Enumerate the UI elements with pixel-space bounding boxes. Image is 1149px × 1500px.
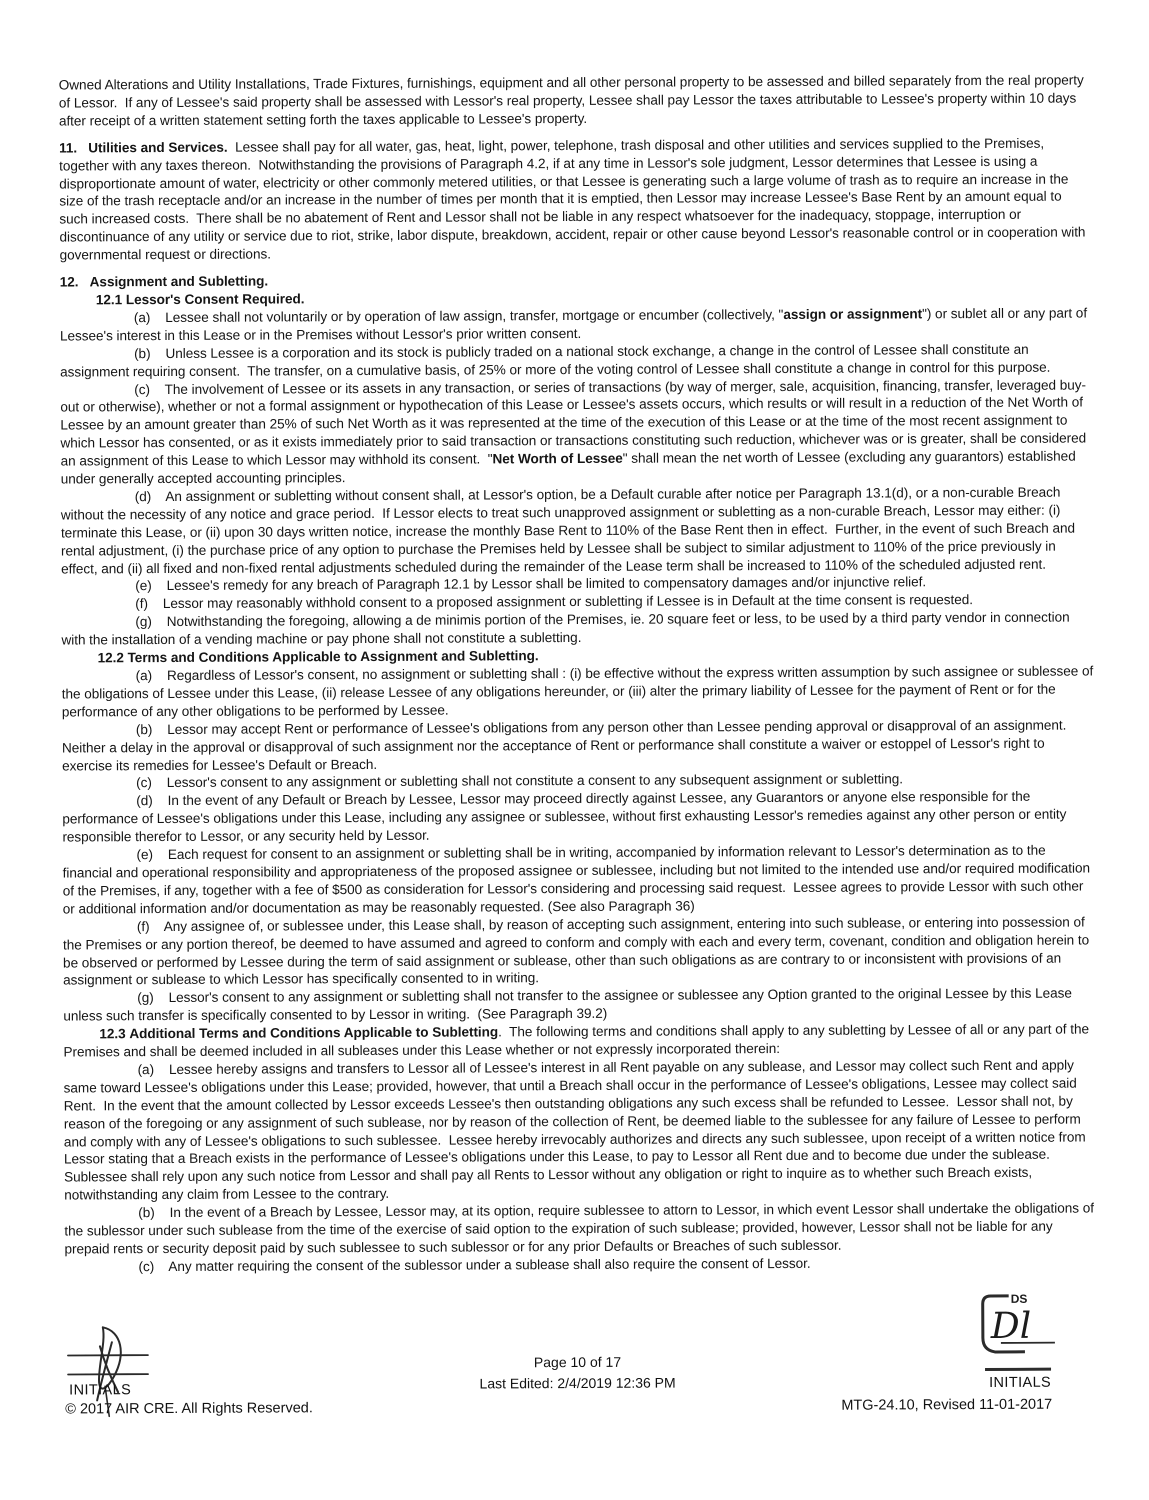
- initials-left-label: INITIALS: [69, 1382, 132, 1399]
- docusign-stamp-icon: [977, 1288, 1057, 1370]
- paragraph-12-2-d: (d) In the event of any Default or Breach by Lessee, Lessor may proceed directly against Lessee, any Guarantors or anyone else responsible for the performance of Lessee's obligations under this Lease, including any assignee or sublessee, without first exhausting Lessor's remedies against any other person or entity responsible therefor to Lessor, or any security held by Lessor.: [62, 789, 1071, 845]
- section-12-3-heading-paragraph: 12.3 Additional Terms and Conditions Applicable to Subletting. The following terms and conditions shall apply to any subletting by Lessee of all or any part of the Premises and shall be deemed included in all subleases under this Lease whether or not expressly incorporated therein:: [63, 1021, 1093, 1060]
- paragraph-personal-property-taxes: Owned Alterations and Utility Installations, Trade Fixtures, furnishings, equipment and all other personal property to be assessed and billed separately from the real property of Lessor. If any of Lessee's said property shall be assessed with Lessor's real property, Lessee shall pay Lessor the taxes attributable to Lessee's property within 10 days after receipt of a written statement setting forth the taxes applicable to Lessee's property.: [58, 72, 1088, 129]
- ds-badge: DS: [1010, 1291, 1028, 1306]
- paragraph-12-2-a: (a) Regardless of Lessor's consent, no assignment or subletting shall : (i) be effective without the express written assumption by such assignee or sublessee of the obligations of Lessee under this Lease, (ii) release Lessee of any obligations hereunder, or (iii) alter the primary liability of Lessee for the payment of Rent or for the performance of any other obligations to be performed by Lessee.: [61, 663, 1097, 720]
- last-edited-timestamp: Last Edited: 2/4/2019 12:36 PM: [479, 1374, 676, 1391]
- initials-right-label: INITIALS: [989, 1374, 1052, 1391]
- paragraph-12-1-b: (b) Unless Lessee is a corporation and its stock is publicly traded on a national stock exchange, a change in the control of Lessee shall constitute an assignment requiring consent. The transfer, on a cumulative basis, of 25% or more of the voting control of Lessee shall constitute a change in control for this purpose.: [60, 341, 1051, 380]
- copyright-notice: © 2017 AIR CRE. All Rights Reserved.: [65, 1400, 313, 1418]
- document-body: [59, 71, 1099, 1276]
- paragraph-12-1-a: (a) Lessee shall not voluntarily or by operation of law assign, transfer, mortgage or encumber (collectively, "assign or assignment") or sublet all or any part of Lessee's interest in this Lease or in the Premises without Lessor's prior written consent.: [59, 305, 1091, 344]
- paragraph-12-3-a: (a) Lessee hereby assigns and transfers to Lessor all of Lessee's interest in all Rent payable on any sublease, and Lessor may collect such Rent and apply same toward Lessee's obligations under this Lease; provided, however, that until a Breach shall occur in the performance of Lessee's obligations, Lessee may collect said Rent. In the event that the amount collected by Lessor exceeds Lessee's then outstanding obligations any such excess shall be refunded to Lessee. Lessor shall not, by reason of the foregoing or any assignment of such sublease, nor by reason of the collection of Rent, be deemed liable to the sublessee for any failure of Lessee to perform and comply with any of Lessee's obligations to such sublessee. Lessee hereby irrevocably authorizes and directs any such sublessee, upon receipt of a written notice from Lessor stating that a Breach exists in the performance of Lessee's obligations under this Lease, to pay to Lessor all Rent due and to become due under the sublease. Sublessee shall rely upon any such notice from Lessor and shall pay all Rents to Lessor without any obligation or right to inquire as to whether such Breach exists, notwithstanding any claim from Lessee to the contrary.: [63, 1057, 1090, 1203]
- paragraph-12-1-c: (c) The involvement of Lessee or its assets in any transaction, or series of transactions (by way of merger, sale, acquisition, financing, transfer, leveraged buy-out or otherwise), whether or not a formal assignment or hypothecation of this Lease or Lessee's assets occurs, which results or will result in a reduction of the Net Worth of Lessee by an amount greater than 25% of such Net Worth as it was represented at the time of the execution of this Lease or at the time of the most recent assignment to which Lessor has consented, or as it exists immediately prior to said transaction or transactions constituting such reduction, whichever was or is greater, shall be considered an assignment of this Lease to which Lessor may withhold its consent. "Net Worth of Lessee" shall mean the net worth of Lessee (excluding any guarantors) established under generally accepted accounting principles.: [60, 376, 1090, 487]
- section-12-2-heading: 12.2 Terms and Conditions Applicable to Assignment and Subletting.: [97, 648, 539, 666]
- docusign-initials-stamp: [977, 1288, 1057, 1370]
- paragraph-12-3-c: (c) Any matter requiring the consent of the sublessor under a sublease shall also require the consent of Lessor.: [138, 1255, 811, 1275]
- paragraph-12-1-g: (g) Notwithstanding the foregoing, allowing a de minimis portion of the Premises, ie. 20 square feet or less, to be used by a third party vendor in connection with the installation of a vending machine or pay phone shall not constitute a subletting.: [61, 609, 1074, 648]
- paragraph-12-3-b: (b) In the event of a Breach by Lessee, Lessor may, at its option, require sublessee to attorn to Lessor, in which event Lessor shall undertake the obligations of the sublessor under such sublease from the time of the exercise of said option to the expiration of such sublease; provided, however, Lessor shall not be liable for any prepaid rents or security deposit paid by such sublessee to such sublessor or for any prior Defaults or Breaches of such sublessor.: [64, 1200, 1098, 1257]
- paragraph-12-2-f: (f) Any assignee of, or sublessee under, this Lease shall, by reason of accepting such assignment, entering into such sublease, or entering into possession of the Premises or any portion thereof, be deemed to have assumed and agreed to conform and comply with each and every term, covenant, condition and obligation herein to be observed or performed by Lessee during the term of said assignment or sublease, other than such obligations as are contrary to or inconsistent with provisions of an assignment or sublease to which Lessor has specifically consented to in writing.: [62, 914, 1093, 988]
- section-11-utilities-and-services: 11. Utilities and Services. Lessee shall pay for all water, gas, heat, light, power, telephone, trash disposal and other utilities and services supplied to the Premises, together with any taxes thereon. Notwithstanding the provisions of Paragraph 4.2, if at any time in Lessor's sole judgment, Lessor determines that Lessee is using a disproportionate amount of water, electricity or other commonly metered utilities, or that Lessee is generating such a large volume of trash as to require an increase in the size of the trash receptacle and/or an increase in the number of times per month that it is emptied, then Lessor may increase Lessee's Base Rent by an amount equal to such increased costs. There shall be no abatement of Rent and Lessor shall not be liable in any respect whatsoever for the inadequacy, stoppage, interruption or discontinuance of any utility or service due to riot, strike, labor dispute, breakdown, accident, repair or other cause beyond Lessor's reasonable control or in cooperation with governmental request or directions.: [59, 135, 1090, 263]
- page-number: Page 10 of 17: [533, 1353, 622, 1371]
- paragraph-12-2-e: (e) Each request for consent to an assignment or subletting shall be in writing, accompanied by information relevant to Lessor's determination as to the financial and operational responsibility and appropriateness of the proposed assignee or sublessee, including but not limited to the intended use and/or required modification of the Premises, if any, together with a fee of $500 as consideration for Lessor's considering and processing said request. Lessee agrees to provide Lessor with such other or additional information and/or documentation as may be reasonably requested. (See also Paragraph 36): [62, 842, 1094, 917]
- paragraph-12-1-f: (f) Lessor may reasonably withhold consent to a proposed assignment or subletting if Lessee is in Default at the time consent is requested.: [135, 592, 973, 612]
- paragraph-12-1-e: (e) Lessee's remedy for any breach of Paragraph 12.1 by Lessor shall be limited to compensatory damages and/or injunctive relief.: [135, 574, 927, 594]
- paragraph-12-2-b: (b) Lessor may accept Rent or performance of Lessee's obligations from any person other than Lessee pending approval or disapproval of an assignment. Neither a delay in the approval or disapproval of such assignment nor the acceptance of Rent or performance shall constitute a waiver or estoppel of Lessor's right to exercise its remedies for Lessee's Default or Breach.: [61, 717, 1074, 774]
- section-12-assignment-and-subletting-heading: 12. Assignment and Subletting.: [59, 273, 269, 290]
- paragraph-12-2-c: (c) Lessor's consent to any assignment or subletting shall not constitute a consent to any subsequent assignment or subletting.: [136, 771, 904, 791]
- paragraph-12-2-g: (g) Lessor's consent to any assignment or subletting shall not transfer to the assignee or sublessee any Option granted to the original Lessee by this Lease unless such transfer is specifically consented to by Lessor in writing. (See Paragraph 39.2): [63, 985, 1076, 1024]
- initials-right-line: [985, 1368, 1051, 1371]
- section-12-1-heading: 12.1 Lessor's Consent Required.: [95, 291, 305, 308]
- form-revision: MTG-24.10, Revised 11-01-2017: [841, 1396, 1053, 1414]
- paragraph-12-1-d: (d) An assignment or subletting without consent shall, at Lessor's option, be a Default curable after notice per Paragraph 13.1(d), or a non-curable Breach without the necessity of any notice and grace period. If Lessor elects to treat such unapproved assignment or subletting as a non-curable Breach, Lessor may either: (i) terminate this Lease, or (ii) upon 30 days written notice, increase the monthly Base Rent to 110% of the Base Rent then in effect. Further, in the event of such Breach and rental adjustment, (i) the purchase price of any option to purchase the Premises held by Lessee shall be subject to similar adjustment to 110% of the price previously in effect, and (ii) all fixed and non-fixed rental adjustments scheduled during the remainder of the Lease term shall be increased to 110% of the scheduled adjusted rent.: [60, 484, 1079, 577]
- signed-initials: Dl: [990, 1305, 1032, 1347]
